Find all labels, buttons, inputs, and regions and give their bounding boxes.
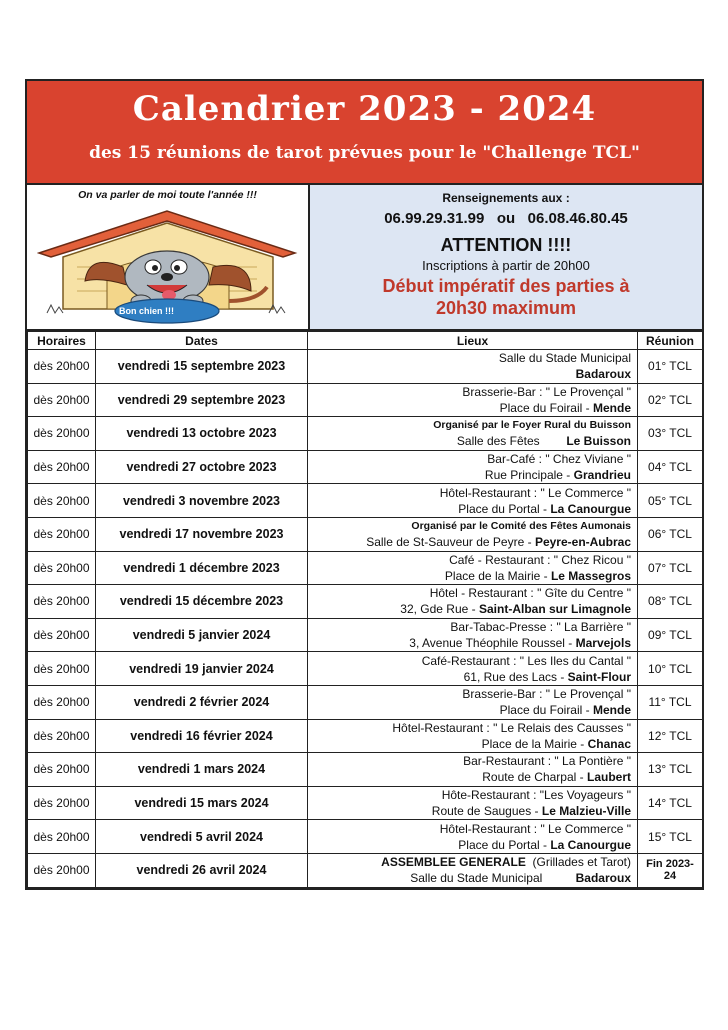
cell-horaire: dès 20h00 xyxy=(28,484,96,518)
cell-date: vendredi 5 janvier 2024 xyxy=(96,618,308,652)
dog-illustration-panel xyxy=(27,185,310,329)
cell-horaire: dès 20h00 xyxy=(28,383,96,417)
lieu-line-1: Brasserie-Bar : " Le Provençal " xyxy=(462,384,631,399)
cell-date: vendredi 16 février 2024 xyxy=(96,719,308,753)
cell-date: vendredi 27 octobre 2023 xyxy=(96,450,308,484)
lieu-line-1 xyxy=(312,854,631,870)
cell-reunion: 15° TCL xyxy=(638,820,703,854)
cell-lieu xyxy=(308,820,638,854)
lieu-town: Le Buisson xyxy=(566,434,631,449)
lieu-line-2 xyxy=(312,702,631,718)
lieu-town: Le Malzieu-Ville xyxy=(541,804,631,819)
table-row xyxy=(28,417,703,451)
lieu-town: Laubert xyxy=(586,770,631,785)
cell-date: vendredi 26 avril 2024 xyxy=(96,853,308,887)
cell-horaire: dès 20h00 xyxy=(28,517,96,551)
phone-separator: ou xyxy=(496,210,516,227)
lieu-line-1: Bar-Tabac-Presse : " La Barrière " xyxy=(450,620,631,635)
phone-number-1: 06.99.29.31.99 xyxy=(384,210,485,227)
lieu-line-2 xyxy=(312,400,631,416)
table-row xyxy=(28,786,703,820)
lieu-line-1: Hôte-Restaurant : "Les Voyageurs " xyxy=(441,788,631,803)
header-reunion: Réunion xyxy=(638,332,703,350)
lieu-town: Badaroux xyxy=(575,871,631,886)
cell-lieu xyxy=(308,551,638,585)
lieu-town: Peyre-en-Aubrac xyxy=(534,535,631,550)
table-row xyxy=(28,484,703,518)
contact-panel xyxy=(310,185,702,329)
lieu-line-1: Bar-Café : " Chez Viviane " xyxy=(487,452,631,467)
lieu-line-2 xyxy=(312,837,631,853)
cell-horaire: dès 20h00 xyxy=(28,786,96,820)
calendar-document xyxy=(25,79,704,890)
lieu-address: Place de la Mairie - xyxy=(481,736,588,751)
cell-reunion: Fin 2023-24 xyxy=(638,853,703,887)
contact-heading: Renseignements aux : xyxy=(442,191,570,205)
cell-reunion: 04° TCL xyxy=(638,450,703,484)
lieu-town: Chanac xyxy=(587,736,631,751)
cell-lieu xyxy=(308,484,638,518)
table-row xyxy=(28,383,703,417)
lieu-line-2 xyxy=(312,769,631,785)
cell-lieu xyxy=(308,652,638,686)
cell-date: vendredi 1 mars 2024 xyxy=(96,753,308,787)
cell-horaire: dès 20h00 xyxy=(28,450,96,484)
cell-horaire: dès 20h00 xyxy=(28,652,96,686)
cell-horaire: dès 20h00 xyxy=(28,618,96,652)
lieu-line-1: Hôtel - Restaurant : " Gîte du Centre " xyxy=(429,586,631,601)
schedule-table xyxy=(27,331,703,888)
table-row xyxy=(28,450,703,484)
cell-date: vendredi 15 septembre 2023 xyxy=(96,350,308,384)
table-row xyxy=(28,853,703,887)
lieu-address: Rue Principale - xyxy=(484,468,574,483)
table-row xyxy=(28,652,703,686)
start-time-line-2: 20h30 maximum xyxy=(435,298,577,318)
lieu-line-1-bold: ASSEMBLEE GENERALE xyxy=(381,855,526,870)
start-time-line-1: Début impératif des parties à xyxy=(382,276,630,296)
start-time-warning xyxy=(310,275,702,319)
phone-number-2: 06.08.46.80.45 xyxy=(527,210,628,227)
lieu-line-1: Hôtel-Restaurant : " Le Commerce " xyxy=(439,485,631,500)
lieu-line-2 xyxy=(312,467,631,483)
page-title: Calendrier 2023 - 2024 xyxy=(132,89,597,129)
cell-horaire: dès 20h00 xyxy=(28,585,96,619)
phone-numbers xyxy=(310,210,702,227)
cell-lieu xyxy=(308,618,638,652)
cell-reunion: 12° TCL xyxy=(638,719,703,753)
cell-reunion: 13° TCL xyxy=(638,753,703,787)
cell-lieu xyxy=(308,853,638,887)
cell-lieu xyxy=(308,786,638,820)
cell-lieu xyxy=(308,517,638,551)
cell-reunion: 11° TCL xyxy=(638,685,703,719)
lieu-line-1: Organisé par le Comité des Fêtes Aumonais xyxy=(411,520,631,533)
lieu-line-2 xyxy=(312,669,631,685)
cell-lieu xyxy=(308,450,638,484)
cell-horaire: dès 20h00 xyxy=(28,350,96,384)
table-row xyxy=(28,517,703,551)
lieu-line-1: Bar-Restaurant : " La Pontière " xyxy=(463,754,631,769)
cell-horaire: dès 20h00 xyxy=(28,820,96,854)
header-horaires: Horaires xyxy=(28,332,96,350)
lieu-address: Salle de St-Sauveur de Peyre - xyxy=(366,535,535,550)
header-dates: Dates xyxy=(96,332,308,350)
lieu-address: Route de Saugues - xyxy=(431,804,542,819)
cell-reunion: 14° TCL xyxy=(638,786,703,820)
lieu-town: Le Massegros xyxy=(550,568,631,583)
table-header-row xyxy=(28,332,703,350)
lieu-line-1: Café-Restaurant : " Les Iles du Cantal " xyxy=(421,653,631,668)
cell-date: vendredi 5 avril 2024 xyxy=(96,820,308,854)
lieu-line-1: Brasserie-Bar : " Le Provençal " xyxy=(462,687,631,702)
lieu-address: 32, Gde Rue - xyxy=(400,602,479,617)
table-row xyxy=(28,618,703,652)
cell-date: vendredi 15 mars 2024 xyxy=(96,786,308,820)
lieu-address: Route de Charpal - xyxy=(482,770,587,785)
lieu-town: Mende xyxy=(592,400,631,415)
cell-horaire: dès 20h00 xyxy=(28,685,96,719)
lieu-address: Place du Foirail - xyxy=(499,703,593,718)
lieu-town: Saint-Alban sur Limagnole xyxy=(478,602,631,617)
table-row xyxy=(28,350,703,384)
cell-date: vendredi 3 novembre 2023 xyxy=(96,484,308,518)
cell-lieu xyxy=(308,350,638,384)
cell-reunion: 10° TCL xyxy=(638,652,703,686)
lieu-line-2 xyxy=(312,501,631,517)
cell-reunion: 03° TCL xyxy=(638,417,703,451)
cell-reunion: 09° TCL xyxy=(638,618,703,652)
cell-date: vendredi 17 novembre 2023 xyxy=(96,517,308,551)
lieu-line-2 xyxy=(312,635,631,651)
cell-horaire: dès 20h00 xyxy=(28,719,96,753)
cell-lieu xyxy=(308,685,638,719)
dog-caption: On va parler de moi toute l'année !!! xyxy=(78,189,257,201)
cell-date: vendredi 19 janvier 2024 xyxy=(96,652,308,686)
cell-lieu xyxy=(308,719,638,753)
lieu-town: Marvejols xyxy=(575,636,631,651)
lieu-address: 3, Avenue Théophile Roussel - xyxy=(409,636,576,651)
cell-reunion: 02° TCL xyxy=(638,383,703,417)
cell-lieu xyxy=(308,383,638,417)
lieu-line-1-rest: (Grillades et Tarot) xyxy=(525,855,631,870)
lieu-line-2 xyxy=(312,736,631,752)
dog-label: Bon chien !!! xyxy=(119,306,174,316)
lieu-line-2 xyxy=(312,433,631,449)
cell-date: vendredi 1 décembre 2023 xyxy=(96,551,308,585)
table-row xyxy=(28,820,703,854)
title-banner xyxy=(27,81,702,185)
table-row xyxy=(28,753,703,787)
page-subtitle: des 15 réunions de tarot prévues pour le "Challenge TCL" xyxy=(89,143,640,163)
lieu-line-2 xyxy=(312,534,631,550)
lieu-town: Saint-Flour xyxy=(567,669,631,684)
cell-reunion: 01° TCL xyxy=(638,350,703,384)
table-row xyxy=(28,719,703,753)
table-row xyxy=(28,585,703,619)
cell-reunion: 05° TCL xyxy=(638,484,703,518)
cell-lieu xyxy=(308,417,638,451)
lieu-address: Place du Portal - xyxy=(458,837,551,852)
lieu-line-1: Organisé par le Foyer Rural du Buisson xyxy=(433,419,631,432)
lieu-town: La Canourgue xyxy=(550,501,631,516)
lieu-address: Place de la Mairie - xyxy=(444,568,551,583)
lieu-address: Place du Portal - xyxy=(458,501,551,516)
cell-date: vendredi 29 septembre 2023 xyxy=(96,383,308,417)
lieu-line-2 xyxy=(312,870,631,886)
cell-horaire: dès 20h00 xyxy=(28,551,96,585)
lieu-line-1: Café - Restaurant : " Chez Ricou " xyxy=(449,552,631,567)
cell-reunion: 07° TCL xyxy=(638,551,703,585)
lieu-line-2 xyxy=(312,568,631,584)
lieu-address: Salle des Fêtes xyxy=(456,434,567,449)
cell-reunion: 08° TCL xyxy=(638,585,703,619)
attention-heading: ATTENTION !!!! xyxy=(440,235,572,255)
cell-lieu xyxy=(308,585,638,619)
cell-date: vendredi 2 février 2024 xyxy=(96,685,308,719)
cell-date: vendredi 15 décembre 2023 xyxy=(96,585,308,619)
cell-lieu xyxy=(308,753,638,787)
lieu-line-1: Hôtel-Restaurant : " Le Commerce " xyxy=(439,821,631,836)
header-lieux: Lieux xyxy=(308,332,638,350)
cell-reunion: 06° TCL xyxy=(638,517,703,551)
lieu-line-1: Salle du Stade Municipal xyxy=(498,351,631,366)
lieu-address: Place du Foirail - xyxy=(499,400,593,415)
lieu-line-2 xyxy=(312,366,631,382)
lieu-town: La Canourgue xyxy=(550,837,631,852)
lieu-town: Grandrieu xyxy=(573,468,631,483)
lieu-address: 61, Rue des Lacs - xyxy=(463,669,568,684)
cell-horaire: dès 20h00 xyxy=(28,853,96,887)
cell-horaire: dès 20h00 xyxy=(28,417,96,451)
lieu-line-2 xyxy=(312,803,631,819)
table-row xyxy=(28,551,703,585)
lieu-town: Badaroux xyxy=(575,367,631,382)
lieu-address: Salle du Stade Municipal xyxy=(410,871,576,886)
table-row xyxy=(28,685,703,719)
lieu-line-2 xyxy=(312,601,631,617)
cell-horaire: dès 20h00 xyxy=(28,753,96,787)
inscriptions-note: Inscriptions à partir de 20h00 xyxy=(422,258,590,273)
lieu-town: Mende xyxy=(592,703,631,718)
lieu-line-1: Hôtel-Restaurant : " Le Relais des Causses " xyxy=(392,720,631,735)
cell-date: vendredi 13 octobre 2023 xyxy=(96,417,308,451)
info-section xyxy=(27,185,702,331)
schedule-body xyxy=(28,350,703,888)
